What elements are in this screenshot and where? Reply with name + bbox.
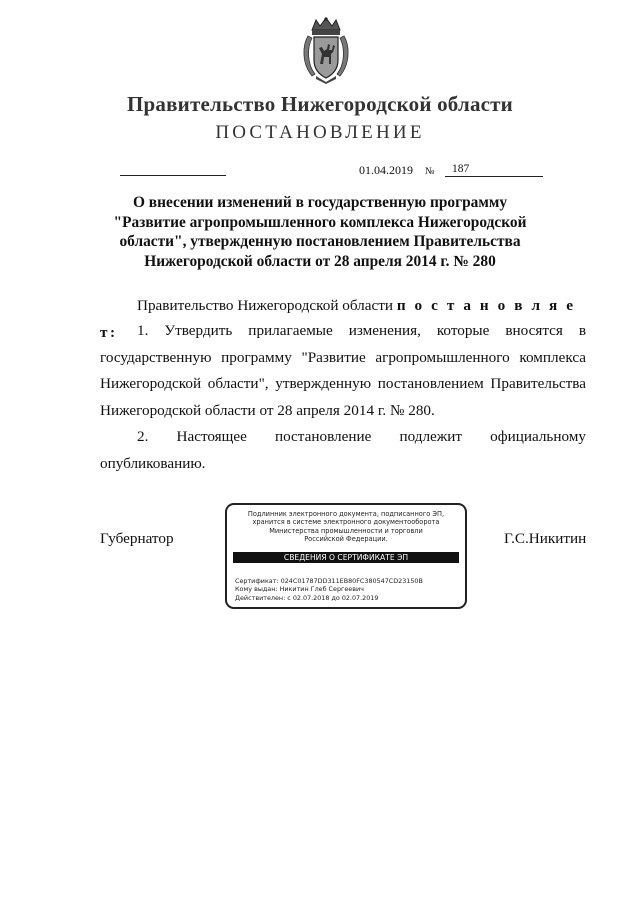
blank-field-line [120, 175, 226, 176]
stamp-valid-row [235, 594, 461, 602]
valid-label: Действителен: [235, 593, 286, 602]
lead-verb: п о с т а н о в л я е т: [100, 297, 576, 341]
resolution-item-1: 1. Утвердить прилагаемые изменения, которые вносятся в государственную программу "Развитие агропромышленного комплекса Нижегородской области", утвержденную постановлением Правительства Нижегородской области от 28 апреля 2014 г. № 280. [100, 322, 586, 419]
organization-name: Правительство Нижегородской области [127, 92, 513, 116]
stamp-details [235, 577, 461, 602]
certificate-value: 024C01787DD311EB80FC380547CD23150B [280, 577, 423, 585]
issued-to-label: Кому выдан: [235, 585, 278, 594]
stamp-header-line: Министерства промышленности и торговли [269, 526, 423, 535]
document-subject: О внесении изменений в государственную программу "Развитие агропромышленного комплекса Нижегородской области", утвержденную постановлением Правительства Нижегородской области от 28 апреля 2014 г. № 280 [113, 194, 527, 270]
document-number: 187 [445, 162, 543, 177]
stamp-title-bar: СВЕДЕНИЯ О СЕРТИФИКАТЕ ЭП [233, 552, 459, 563]
issued-to-value: Никитин Глеб Сергеевич [279, 585, 364, 594]
electronic-signature-stamp [225, 503, 467, 609]
stamp-header [233, 510, 459, 544]
signatory-name: Г.С.Никитин [504, 530, 587, 547]
certificate-label: Сертификат: [235, 577, 279, 585]
coat-of-arms-emblem [302, 16, 350, 84]
resolution-item-2: 2. Настоящее постановление подлежит официальному опубликованию. [100, 428, 586, 472]
signatory-position: Губернатор [100, 530, 174, 547]
valid-value: с 02.07.2018 до 02.07.2019 [287, 593, 379, 602]
stamp-certificate-row [235, 577, 461, 585]
number-label: № [425, 166, 435, 177]
stamp-header-line: хранится в системе электронного документооборота [252, 518, 440, 527]
document-date: 01.04.2019 [359, 163, 413, 177]
stamp-header-line: Российской Федерации. [304, 535, 388, 544]
stamp-issued-row [235, 585, 461, 593]
stamp-header-line: Подлинник электронного документа, подписанного ЭП, [247, 510, 445, 518]
document-type: ПОСТАНОВЛЕНИЕ [215, 122, 425, 143]
lead-prefix: Правительство Нижегородской области [137, 297, 394, 314]
